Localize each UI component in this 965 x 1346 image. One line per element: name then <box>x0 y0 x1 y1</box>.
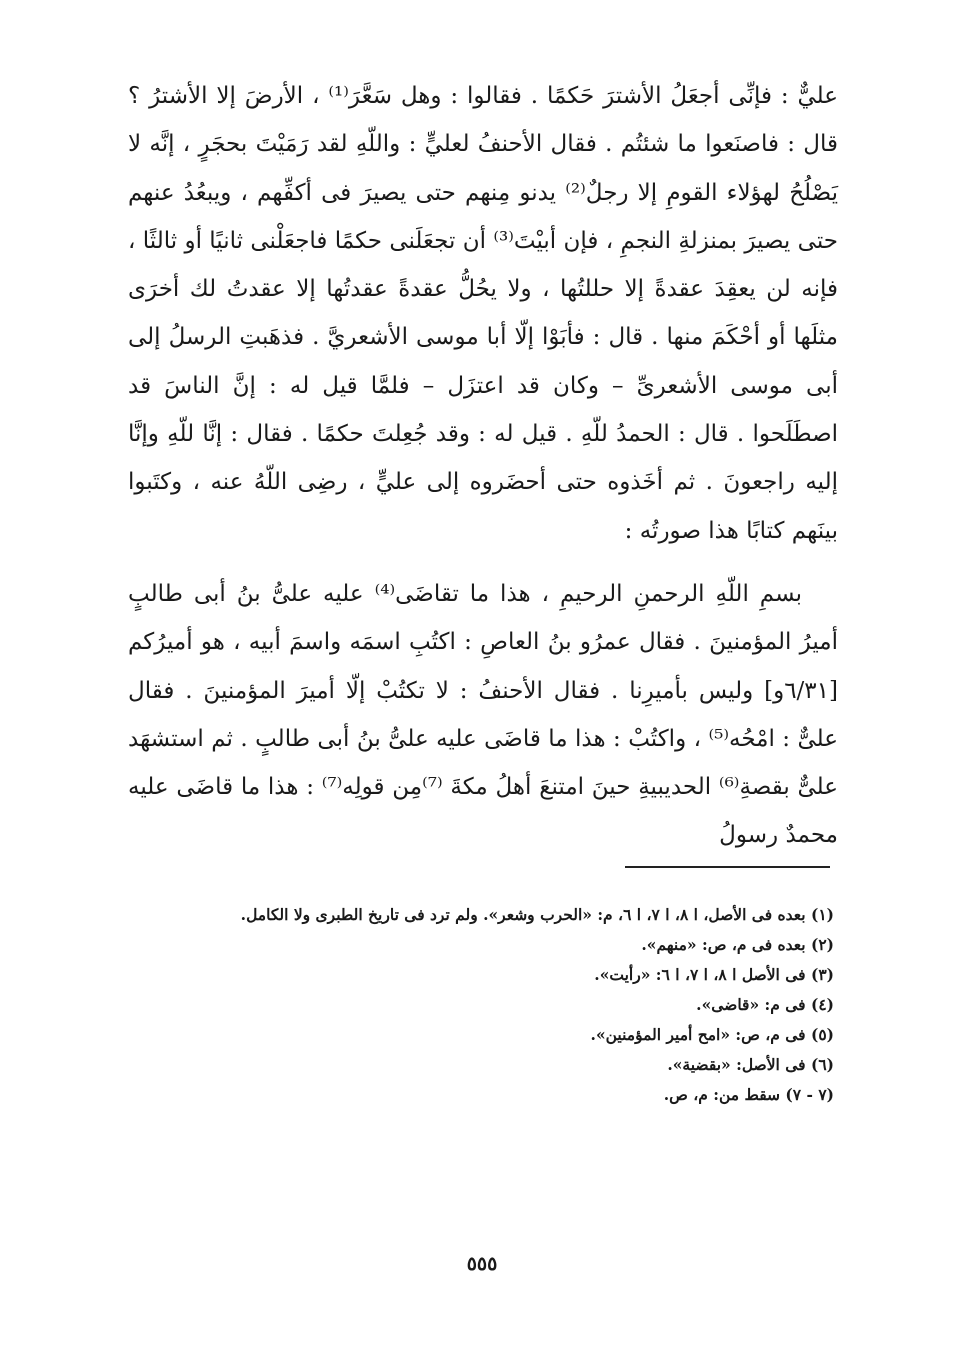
page-number: ٥٥٥ <box>466 1253 498 1275</box>
footnote-5: (٥) فى م، ص: «امح أمير المؤمنين». <box>590 1025 834 1044</box>
footnote-1: (١) بعده فى الأصل، ا ٨، ا ٧، ا ٦، م: «الحرب وشعر». ولم ترد فى تاريخ الطبرى ولا الكامل. <box>240 905 834 924</box>
footnote-7: (٧ - ٧) سقط من: م، ص. <box>663 1085 834 1104</box>
body-paragraph-2: بسمِ اللّهِ الرحمنِ الرحيمِ ، هذا ما تقاضَى⁽⁴⁾ عليه علىُّ بنُ أبى طالبٍ أميرُ المؤمنينَ . فقال عمرُو بنُ العاصِ : اكتُبِ اسمَه واسمَ أبيه ، هو أميرُكم [٦/٣١و] وليس بأميرِنا . فقال الأحنفُ : لا تكتُبْ إلّا أميرَ المؤمنينَ . فقال علىٌّ : امْحُه⁽⁵⁾ ، واكتُبْ : هذا ما قاضَى عليه علىُّ بنُ أبى طالبٍ . ثم استشهَد علىٌّ بقصةِ⁽⁶⁾ الحديبيةِ حينَ امتنعَ أهلُ مكةَ ⁽⁷⁾مِن قولِه⁽⁷⁾ : هذا ما قاضَى عليه محمدٌ رسولُ <box>128 581 839 849</box>
body-paragraph-1: عليٌّ : فإنِّى أجعَلُ الأشترَ حَكمًا . فقالوا : وهل سَعَّرَ⁽¹⁾ ، الأرضَ إلا الأشترُ ؟ قال : فاصنَعوا ما شئتُم . فقال الأحنفُ لعليٍّ : واللّهِ لقد رَمَيْتَ بحجَرٍ ، إنَّه لا يَصْلُحُ لهؤلاء القومِ إلا رجلٌ⁽²⁾ يدنو مِنهم حتى يصيرَ فى أكفِّهم ، ويبعُدُ عنهم حتى يصيرَ بمنزلةِ النجمِ ، فإن أبيْتَ⁽³⁾ أن تجعَلَنى حكمًا فاجعَلْنى ثانيًا أو ثالثًا ، فإنه لن يعقِدَ عقدةً إلا حللتُها ، ولا يحُلُّ عقدةً عقدتُها إلا عقدتُ لك أخرَى مثلَها أو أحْكَمَ منها . قال : فأبَوْا إلّا أبا موسى الأشعريَّ . فذهَبتِ الرسلُ إلى أبى موسى الأشعرىِّ – وكان قد اعتزَل – فلمَّا قيل له : إنَّ الناسَ قد اصطَلَحوا . قال : الحمدُ للّهِ . قيل له : وقد جُعِلتَ حكمًا . فقال : إنَّا للّهِ وإنَّا إليه راجعونَ . ثم أخَذوه حتى أحضَروه إلى عليٍّ ، رضِى اللّهُ عنه ، وكتَبوا بينَهم كتابًا هذا صورتُه : <box>128 83 839 544</box>
footnote-divider <box>625 866 830 868</box>
footnotes-list <box>120 900 834 1110</box>
footnote-6: (٦) فى الأصل: «بقضية». <box>667 1055 834 1074</box>
footnote-2: (٢) بعده فى م، ص: «منهم». <box>641 935 834 954</box>
footnote-4: (٤) فى م: «قاضى». <box>696 995 834 1014</box>
footnote-3: (٣) فى الأصل ا ٨، ا ٧، ا ٦: «رأيت». <box>594 965 834 984</box>
